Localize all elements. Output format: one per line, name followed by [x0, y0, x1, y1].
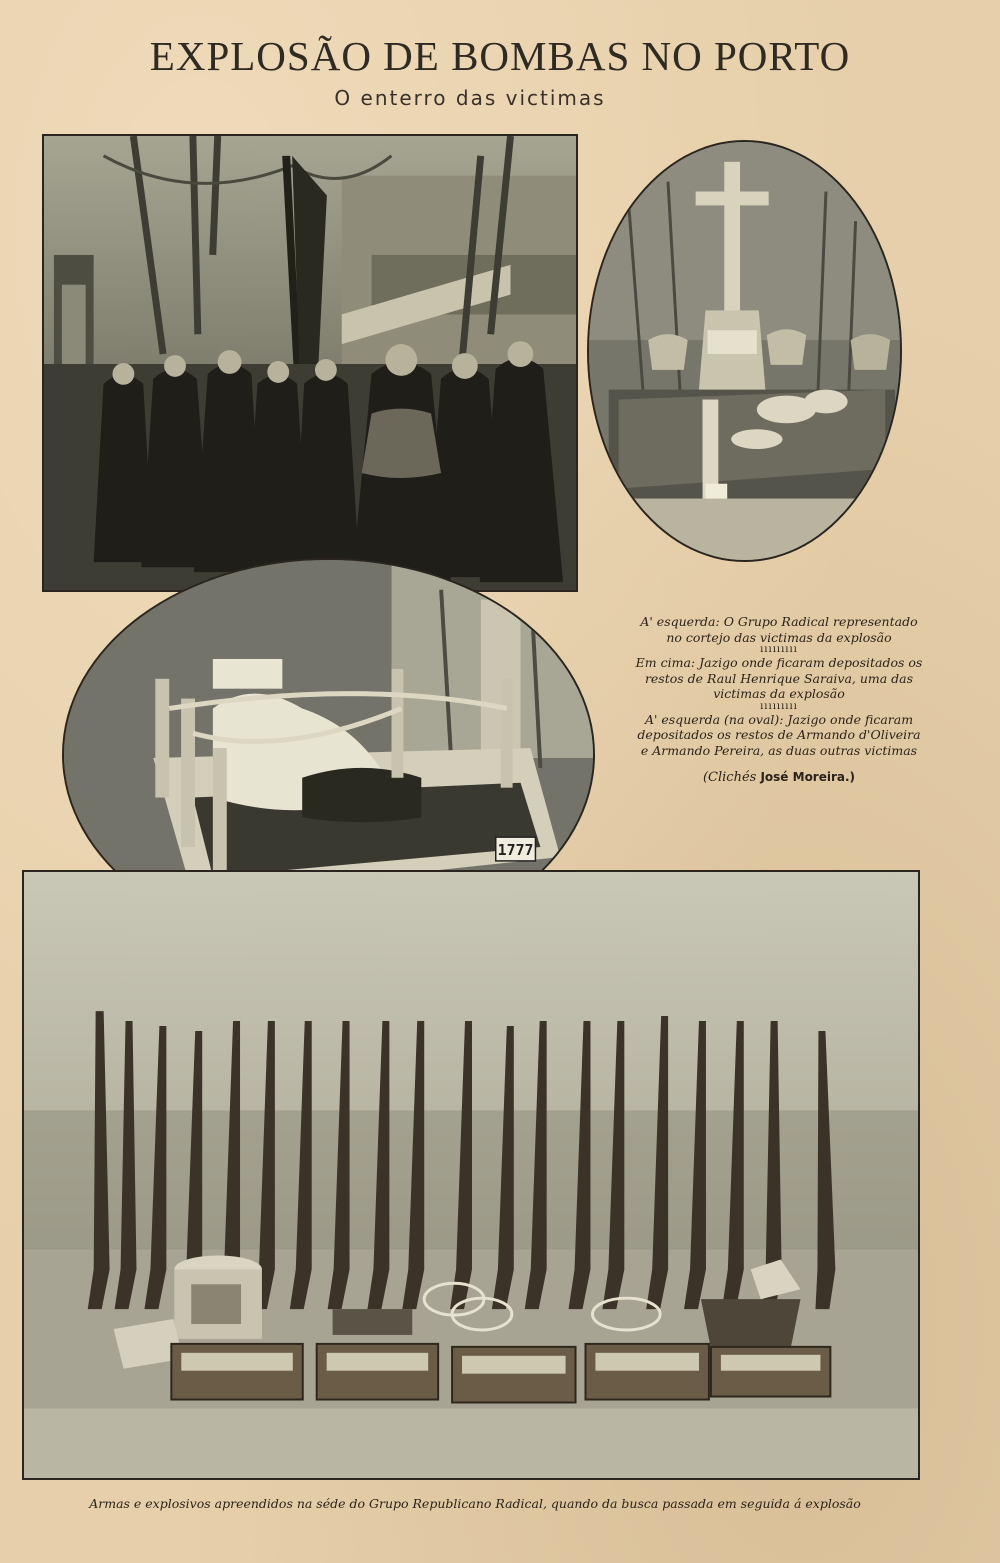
weapons-photo: [22, 870, 920, 1480]
procession-photo: [42, 134, 578, 592]
caption-left: A' esquerda: O Grupo Radical representado no cortejo das victimas da explosão: [640, 614, 918, 645]
tomb-cross-photo-image: [589, 142, 900, 560]
caption-separator-2: ııııııııı: [760, 700, 798, 712]
caption-separator-1: ııııııııı: [760, 644, 798, 655]
photo-captions: [632, 614, 926, 786]
credit-name: José Moreira.): [760, 770, 856, 784]
photo-credit: [632, 770, 926, 786]
weapons-photo-caption: Armas e explosivos apreendidos na séde do Grupo Republicano Radical, quando da busca passada em seguida á explosão: [89, 1496, 861, 1511]
credit-prefix: (Clichés: [702, 770, 757, 785]
caption-oval: A' esquerda (na oval): Jazigo onde ficaram depositados os restos de Armando d'Oliveira e Armando Pereira, as duas outras victimas: [637, 711, 921, 758]
procession-photo-image: [44, 136, 576, 590]
caption-top: Em cima: Jazigo onde ficaram depositados os restos de Raul Henrique Saraiva, uma das victimas da explosão: [635, 655, 923, 701]
page-title: EXPLOSÃO DE BOMBAS NO PORTO: [149, 33, 851, 79]
page-subtitle: O enterro das victimas: [334, 86, 606, 110]
tomb-number-tag: 1777: [497, 840, 534, 859]
weapons-photo-image: [24, 872, 918, 1478]
tomb-cross-photo: [587, 140, 902, 562]
